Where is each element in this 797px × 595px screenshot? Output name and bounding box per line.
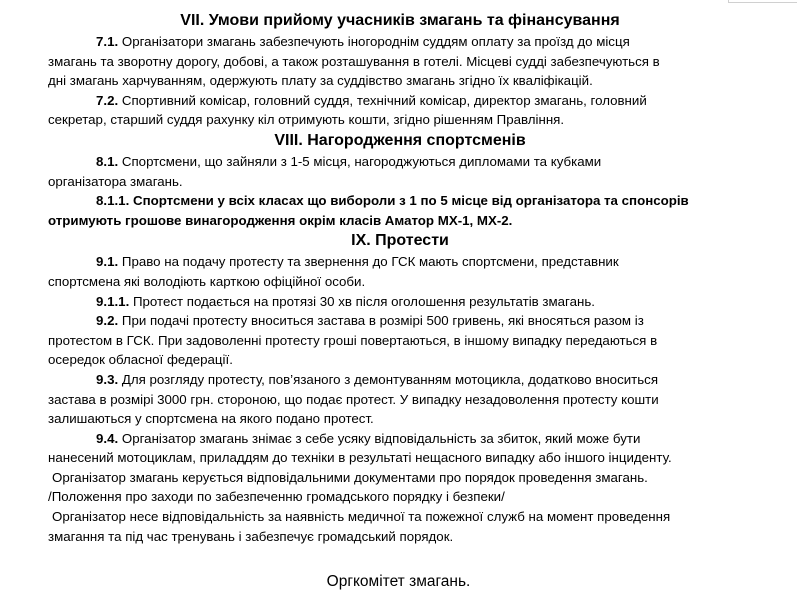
clause-number: 7.1.	[96, 34, 119, 49]
clause-number: 9.1.1.	[96, 293, 130, 309]
paragraph-9-2	[48, 311, 752, 331]
paragraph-line: дні змагань харчуванням, одержують плату за суддівство змагань згідно їх кваліфікацій.	[48, 73, 593, 89]
page-corner-frame	[728, 0, 797, 3]
paragraph-text: Для розгляду протесту, пов’язаного з демонтуванням мотоцикла, додатково вноситься	[118, 371, 659, 387]
closing-line-2: /Положення про заходи по забезпеченню громадського порядку і безпеки/	[48, 489, 505, 505]
closing-line-4: змагання та під час тренувань і забезпечує громадський порядок.	[48, 528, 454, 544]
paragraph-9-3	[48, 370, 752, 390]
clause-number: 8.1.	[96, 153, 119, 169]
paragraph-text: Протест подається на протязі 30 хв після оголошення результатів змагань.	[129, 293, 595, 309]
section-9-heading: IX. Протести	[351, 232, 449, 250]
clause-number: 7.2.	[96, 92, 119, 108]
paragraph-line: змагань та зворотну дорогу, добові, а також розташування в готелі. Місцеві судді забезпечуються в	[48, 53, 660, 69]
paragraph-9-1-1	[48, 292, 752, 312]
paragraph-7-2	[48, 91, 752, 111]
clause-number: 9.2.	[96, 313, 119, 329]
section-7-heading: VII. Умови прийому учасників змагань та фінансування	[180, 12, 620, 29]
paragraph-8-1-1: 8.1.1. Спортсмени у всіх класах що вибороли з 1 по 5 місце від організатора та спонсорів	[96, 193, 689, 209]
paragraph-text: Право на подачу протесту та звернення до ГСК мають спортсмени, представник	[118, 254, 619, 270]
paragraph-9-4	[48, 429, 752, 449]
paragraph-line: отримують грошове винагородження окрім класів Аматор МХ-1, МХ-2.	[48, 212, 513, 228]
paragraph-text: Організатор змагань знімає з себе усяку відповідальність за збиток, який може бути	[118, 430, 641, 446]
paragraph-line: спортсмена які володіють карткою офіційної особи.	[48, 273, 366, 289]
paragraph-text: Спортсмени, що зайняли з 1-5 місця, нагороджуються дипломами та кубками	[118, 153, 602, 169]
clause-number: 9.3.	[96, 371, 119, 387]
paragraph-line: залишаються у спортсмена на якого подано протест.	[48, 411, 374, 427]
clause-number: 9.1.	[96, 254, 119, 270]
organizing-committee-signature: Оргкомітет змагань.	[326, 573, 471, 590]
paragraph-line: протестом в ГСК. При задоволенні протесту гроші повертаються, в іншому випадку передаються в	[48, 332, 658, 348]
paragraph-line: організатора змагань.	[48, 173, 183, 189]
paragraph-text: Спортивний комісар, головний суддя, технічний комісар, директор змагань, головний	[118, 92, 647, 108]
paragraph-9-1	[48, 252, 752, 272]
paragraph-text: Організатори змагань забезпечують іногороднім суддям оплату за проїзд до місця	[118, 34, 630, 49]
closing-line-1: Організатор змагань керується відповідальними документами про порядок проведення змагань.	[52, 469, 648, 485]
paragraph-7-1	[48, 32, 752, 52]
paragraph-8-1	[48, 152, 752, 172]
paragraph-line: осередок обласної федерації.	[48, 352, 233, 368]
document-body	[48, 10, 752, 546]
paragraph-line: застава в розмірі 3000 грн. стороною, що подає протест. У випадку незадоволення протесту кошти	[48, 391, 659, 407]
clause-number: 9.4.	[96, 430, 119, 446]
paragraph-text: При подачі протесту вноситься застава в розмірі 500 гривень, які вносяться разом із	[118, 313, 644, 329]
paragraph-line: нанесений мотоциклам, приладдям до техніки в результаті нещасного випадку або іншого інциденту.	[48, 450, 672, 466]
closing-line-3: Організатор несе відповідальність за наявність медичної та пожежної служб на момент проведення	[52, 509, 671, 525]
section-8-heading: VIII. Нагородження спортсменів	[274, 131, 526, 149]
paragraph-line: секретар, старший суддя рахунку кіл отримують кошти, згідно рішенням Правління.	[48, 112, 565, 128]
